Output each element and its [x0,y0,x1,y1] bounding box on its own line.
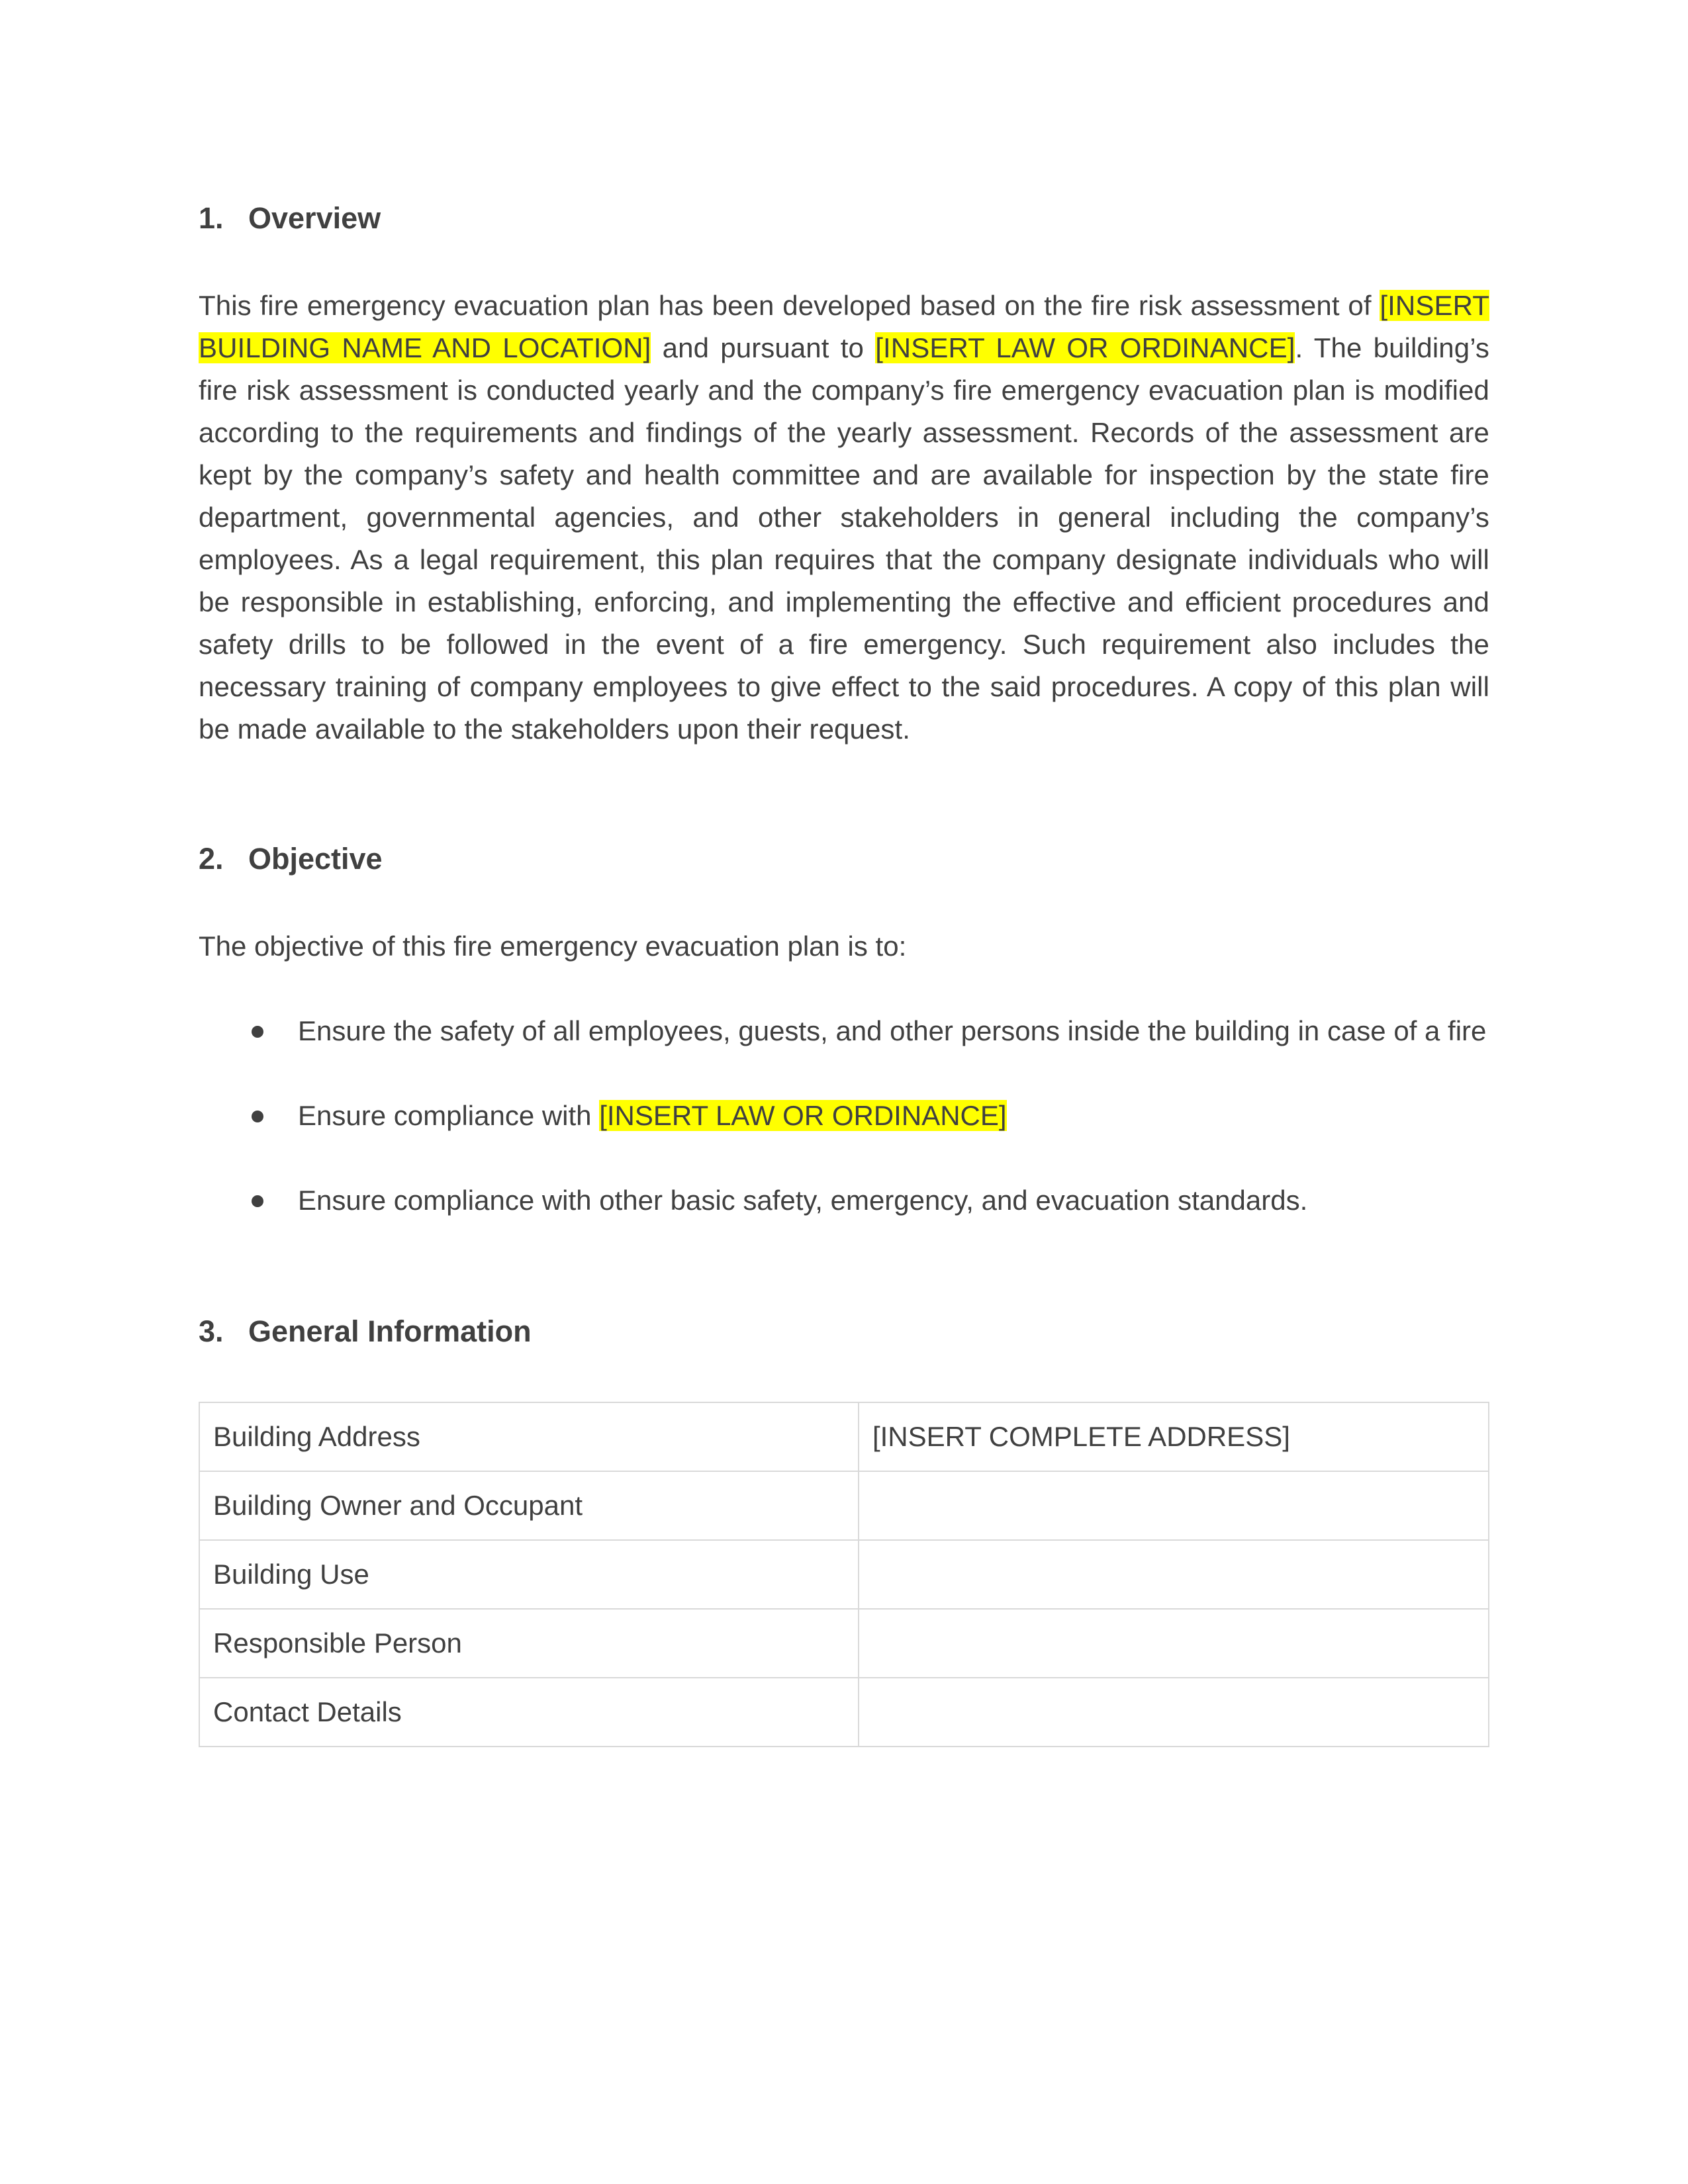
objective-intro: The objective of this fire emergency evacuation plan is to: [199,931,907,962]
section-number: 3. [199,1314,224,1348]
table-cell-value [859,1609,1489,1678]
section-title: Overview [248,201,381,235]
table-row [199,1678,1489,1747]
section-number: 2. [199,842,224,876]
section-heading-overview [199,199,381,238]
table-cell-label: Building Use [199,1540,859,1609]
table-row [199,1402,1489,1471]
highlight-law-ordinance: [INSERT LAW OR ORDINANCE] [599,1100,1007,1131]
section-heading-general-information [199,1312,532,1351]
table-row [199,1540,1489,1609]
table-row [199,1471,1489,1540]
bullet-text-plain: Ensure compliance with [298,1100,600,1131]
table-row [199,1609,1489,1678]
table-cell-value [859,1678,1489,1747]
table-cell-label: Building Owner and Occupant [199,1471,859,1540]
table-cell-label: Responsible Person [199,1609,859,1678]
highlight-building-name-location: [INSERT BUILDING NAME AND LOCATION] [199,290,1489,363]
bullet-icon [252,1111,263,1122]
bullet-icon [252,1195,263,1207]
bullet-text-plain: Ensure the safety of all employees, guests, and other persons inside the building in case of a fire [298,1015,1487,1046]
overview-text-1: This fire emergency evacuation plan has been developed based on the fire risk assessment of [199,290,1380,321]
overview-paragraph [199,285,1489,751]
general-info-table [199,1402,1489,1747]
bullet-text [298,1179,1307,1222]
bullet-text-plain: Ensure compliance with other basic safety, emergency, and evacuation standards. [298,1185,1308,1216]
table-cell-value [859,1471,1489,1540]
highlight-law-ordinance: [INSERT LAW OR ORDINANCE] [875,332,1295,363]
overview-text-2: and pursuant to [651,332,876,363]
table-cell-value: [INSERT COMPLETE ADDRESS] [859,1402,1489,1471]
bullet-text [298,1095,1007,1137]
section-title: Objective [248,842,383,876]
table-cell-label: Contact Details [199,1678,859,1747]
table-cell-label: Building Address [199,1402,859,1471]
section-number: 1. [199,201,224,235]
bullet-text [298,1010,1486,1052]
overview-text-3: . The building’s fire risk assessment is conducted yearly and the company’s fire emergency evacuation plan is modified according to the requirements and findings of the yearly assessment. Records of the assessment are kept by the company’s safety and health committee and are available for inspection by the state fire department, governmental agencies, and other stakeholders in general including the company’s employees. As a legal requirement, this plan requires that the company designate individuals who will be responsible in establishing, enforcing, and implementing the effective and efficient procedures and safety drills to be followed in the event of a fire emergency. Such requirement also includes the necessary training of company employees to give effect to the said procedures. A copy of this plan will be made available to the stakeholders upon their request. [199,332,1489,745]
table-cell-value [859,1540,1489,1609]
section-title: General Information [248,1314,532,1348]
bullet-icon [252,1026,263,1038]
section-heading-objective [199,839,383,879]
